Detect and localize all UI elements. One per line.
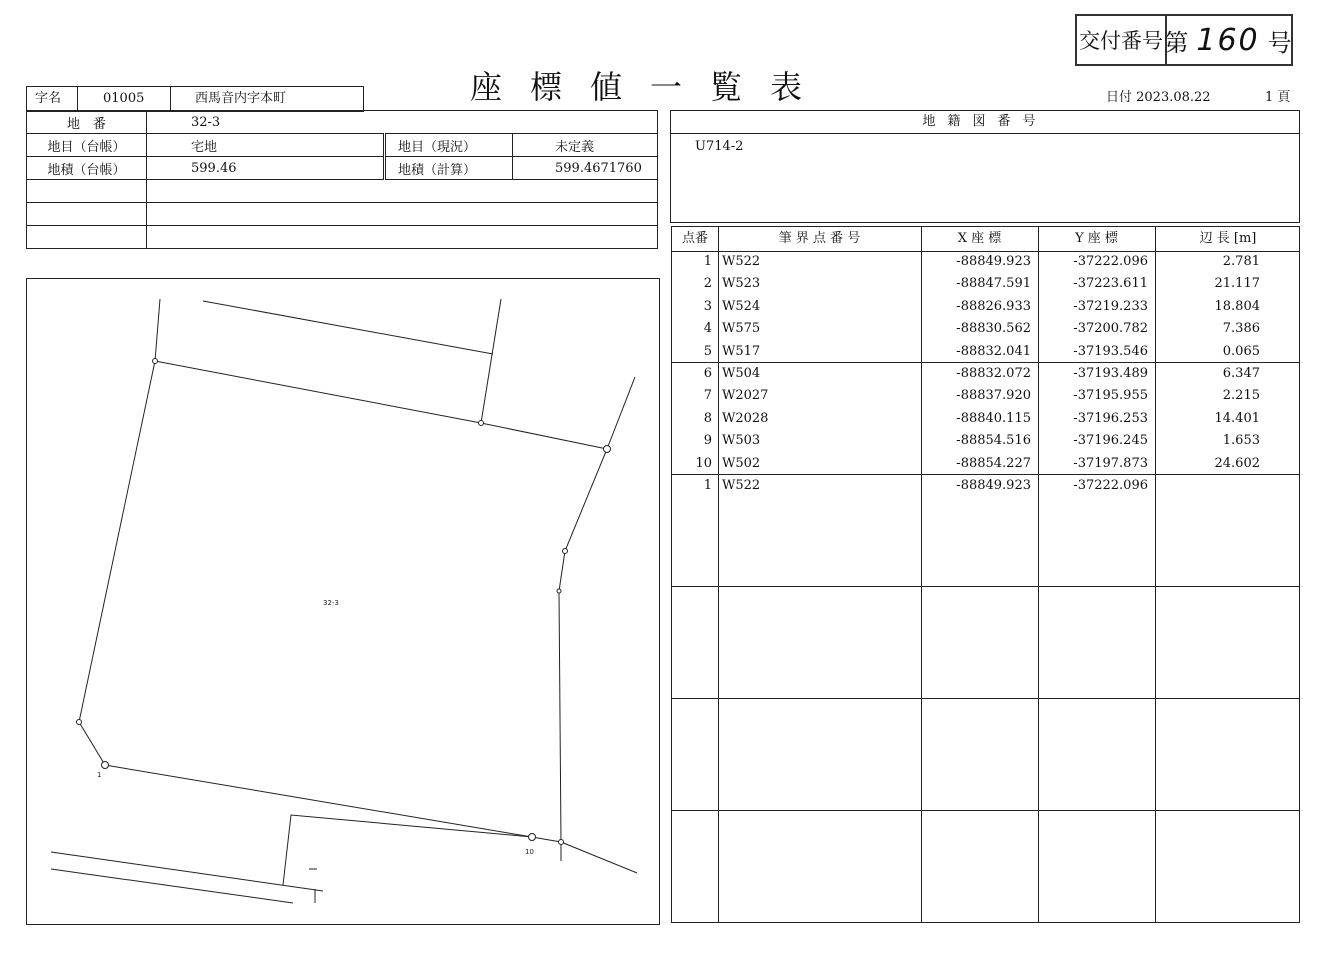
x-coordinate: -88830.562 bbox=[956, 321, 1031, 337]
blank-cell bbox=[147, 203, 658, 226]
row-divider bbox=[672, 698, 1299, 699]
cadastral-map-number-label: 地籍図番号 bbox=[671, 111, 1299, 134]
chimoku-daicho-value: 宅地 bbox=[147, 134, 385, 157]
y-coordinate: -37196.253 bbox=[1073, 410, 1148, 426]
x-coordinate: -88854.227 bbox=[956, 455, 1031, 471]
boundary-point bbox=[604, 446, 611, 453]
coordinates-table bbox=[671, 226, 1300, 923]
boundary-point-id: W502 bbox=[722, 455, 761, 471]
point-no: 3 bbox=[703, 298, 712, 314]
boundary-point-id: W517 bbox=[722, 343, 761, 359]
boundary-point-id: W523 bbox=[722, 276, 761, 292]
y-coordinate: -37193.546 bbox=[1073, 343, 1148, 359]
edge-length: 14.401 bbox=[1214, 410, 1260, 426]
blank-cell bbox=[147, 180, 658, 203]
edge-length bbox=[1155, 475, 1260, 497]
chimoku-genkyo-label: 地目（現況） bbox=[385, 134, 513, 157]
cadastral-map-number-value: U714-2 bbox=[695, 139, 744, 154]
cadastral-map-number-box bbox=[670, 110, 1300, 223]
y-coordinate: -37197.873 bbox=[1073, 455, 1148, 471]
edge-length: 0.065 bbox=[1222, 343, 1260, 359]
neighbor-line bbox=[561, 842, 637, 873]
page-number: 1 頁 bbox=[1265, 90, 1291, 105]
parcel-info-table bbox=[26, 110, 658, 249]
y-coordinate: -37222.096 bbox=[1073, 254, 1148, 269]
y-coordinate: -37219.233 bbox=[1073, 298, 1148, 314]
parcel-map-drawing bbox=[27, 279, 659, 924]
x-coordinate: -88847.591 bbox=[956, 276, 1031, 292]
parcel-map bbox=[26, 278, 660, 925]
parcel-boundary bbox=[79, 361, 607, 842]
page-title: 座標値一覧表 bbox=[470, 68, 831, 106]
neighbor-line bbox=[481, 299, 501, 423]
boundary-point-id: W504 bbox=[722, 366, 761, 381]
point-no: 4 bbox=[703, 321, 712, 337]
x-coordinate: -88854.516 bbox=[956, 433, 1031, 449]
aza-divider bbox=[77, 87, 79, 111]
blank-cell bbox=[27, 180, 147, 203]
y-coordinate: -37223.611 bbox=[1073, 276, 1148, 292]
boundary-point-id: W503 bbox=[722, 433, 761, 449]
x-coordinate: -88832.041 bbox=[956, 343, 1031, 359]
point-no: 5 bbox=[703, 343, 712, 359]
chiseki-daicho-value: 599.46 bbox=[147, 157, 385, 180]
boundary-point-id: W524 bbox=[722, 298, 761, 314]
point-no: 10 bbox=[695, 455, 712, 471]
header-x: X 座 標 bbox=[957, 231, 1002, 246]
stamp-prefix: 第 bbox=[1164, 28, 1189, 57]
aza-divider-2 bbox=[170, 87, 172, 111]
edge-length: 1.653 bbox=[1222, 433, 1260, 449]
boundary-point bbox=[529, 834, 536, 841]
row-divider bbox=[672, 810, 1299, 811]
boundary-point bbox=[102, 762, 109, 769]
point-no: 2 bbox=[703, 276, 712, 292]
boundary-point-id: W522 bbox=[722, 478, 761, 493]
column-divider bbox=[718, 227, 719, 922]
boundary-point bbox=[557, 589, 561, 593]
edge-length: 7.386 bbox=[1222, 321, 1260, 337]
stamp-suffix: 号 bbox=[1267, 28, 1292, 57]
boundary-point bbox=[153, 359, 158, 364]
chimoku-daicho-label: 地目（台帳） bbox=[27, 134, 147, 157]
blank-cell bbox=[147, 226, 658, 249]
neighbor-line bbox=[607, 377, 635, 449]
point-no: 9 bbox=[703, 433, 712, 449]
stamp-number: 160 bbox=[1196, 22, 1260, 58]
x-coordinate: -88840.115 bbox=[956, 410, 1031, 426]
chiban-value: 32-3 bbox=[147, 111, 658, 134]
boundary-point bbox=[77, 720, 82, 725]
chiseki-keisan-label: 地積（計算） bbox=[385, 157, 513, 180]
neighbor-line bbox=[155, 299, 160, 361]
edge-length: 6.347 bbox=[1222, 366, 1260, 381]
chiseki-keisan-value: 599.4671760 bbox=[513, 157, 658, 180]
point-no: 1 bbox=[703, 478, 712, 493]
point-no: 1 bbox=[703, 254, 712, 269]
aza-code: 01005 bbox=[103, 91, 145, 106]
x-coordinate: -88837.920 bbox=[956, 388, 1031, 404]
point-label-10: 10 bbox=[525, 848, 534, 856]
table-header-row bbox=[672, 227, 1299, 252]
boundary-point bbox=[559, 840, 564, 845]
boundary-point-id: W575 bbox=[722, 321, 761, 337]
edge-length: 21.117 bbox=[1214, 276, 1260, 292]
y-coordinate: -37200.782 bbox=[1073, 321, 1148, 337]
aza-label: 字名 bbox=[35, 91, 62, 106]
y-coordinate: -37195.955 bbox=[1073, 388, 1148, 404]
chimoku-genkyo-value: 未定義 bbox=[513, 134, 658, 157]
x-coordinate: -88849.923 bbox=[956, 478, 1031, 493]
boundary-point-id: W2028 bbox=[722, 410, 769, 426]
aza-name: 西馬音内字本町 bbox=[195, 91, 287, 106]
x-coordinate: -88832.072 bbox=[956, 366, 1031, 381]
boundary-point bbox=[563, 549, 568, 554]
header-y: Y 座 標 bbox=[1075, 231, 1118, 246]
x-coordinate: -88826.933 bbox=[956, 298, 1031, 314]
issue-number-stamp bbox=[1075, 14, 1293, 66]
neighbor-line bbox=[283, 815, 532, 885]
blank-cell bbox=[27, 226, 147, 249]
edge-length: 2.215 bbox=[1222, 388, 1260, 404]
stamp-number-cell bbox=[1165, 16, 1291, 64]
aza-box bbox=[26, 86, 364, 112]
neighbor-line bbox=[203, 301, 493, 354]
y-coordinate: -37196.245 bbox=[1073, 433, 1148, 449]
stamp-label: 交付番号 bbox=[1077, 16, 1167, 64]
chiban-label: 地 番 bbox=[27, 111, 147, 134]
y-coordinate: -37193.489 bbox=[1073, 366, 1148, 381]
chiseki-daicho-label: 地積（台帳） bbox=[27, 157, 147, 180]
row-divider bbox=[672, 586, 1299, 587]
date: 日付 2023.08.22 bbox=[1106, 90, 1211, 105]
neighbor-line bbox=[51, 852, 323, 891]
point-no: 6 bbox=[703, 366, 712, 381]
edge-length: 2.781 bbox=[1222, 254, 1260, 269]
boundary-point-id: W522 bbox=[722, 254, 761, 269]
header-edge-length: 辺 長 [m] bbox=[1199, 231, 1257, 246]
edge-length: 18.804 bbox=[1214, 298, 1260, 314]
x-coordinate: -88849.923 bbox=[956, 254, 1031, 269]
edge-length: 24.602 bbox=[1214, 455, 1260, 471]
point-label-1: 1 bbox=[97, 771, 102, 779]
neighbor-line bbox=[51, 869, 293, 903]
point-no: 8 bbox=[703, 410, 712, 426]
header-boundary-point: 筆 界 点 番 号 bbox=[778, 231, 861, 246]
y-coordinate: -37222.096 bbox=[1073, 478, 1148, 493]
boundary-point bbox=[479, 421, 484, 426]
point-no: 7 bbox=[703, 388, 712, 404]
boundary-point-id: W2027 bbox=[722, 388, 769, 404]
blank-cell bbox=[27, 203, 147, 226]
parcel-label: 32-3 bbox=[323, 599, 339, 607]
header-point-no: 点番 bbox=[681, 231, 708, 246]
